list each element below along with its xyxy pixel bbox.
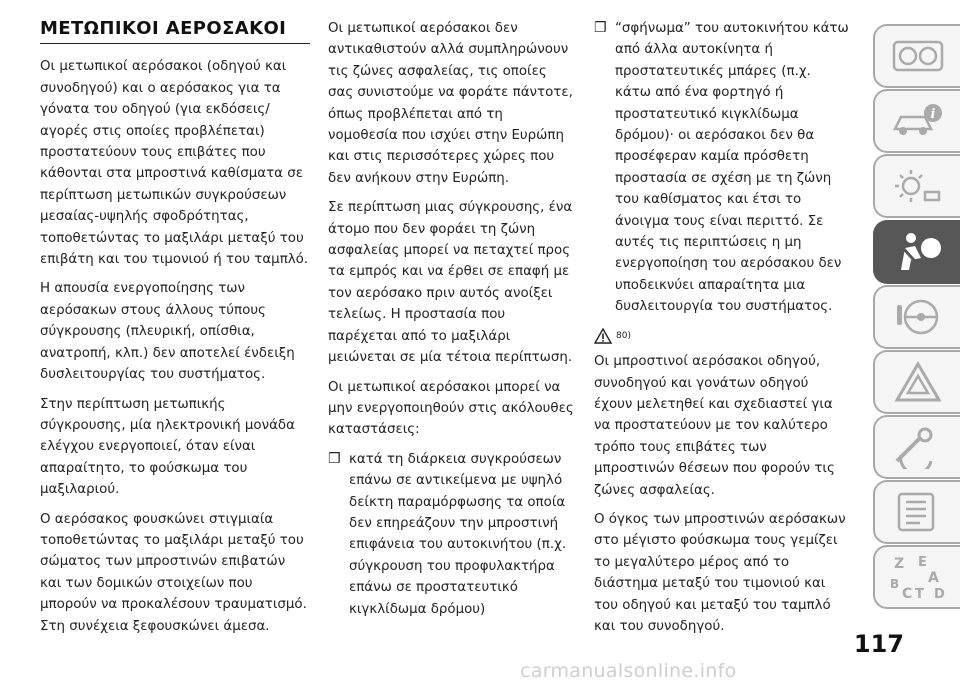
paragraph: Οι μετωπικοί αερόσακοι δεν αντικαθιστούν αλλά συμπληρώνουν τις ζώνες ασφαλείας, τις οποίες σας συνιστούμε να φοράτε πάντοτε, όπως προβλέπεται από τη νομοθεσία που ισχύει στην Ευρώπη και στις περισσότερες χώρες που δεν ανήκουν στην Ευρώπη. (328, 21, 573, 186)
dashboard-icon (891, 38, 945, 74)
tab-maintenance[interactable] (873, 415, 960, 479)
paragraph: Η απουσία ενεργοποίησης των αερόσακων στους άλλους τύπους σύγκρουσης (πλευρική, οπίσθια, ανατροπή, κλπ.) δεν αποτελεί ένδειξη δυσλειτουργίας του συστήματος. (40, 281, 295, 383)
section-title: ΜΕΤΩΠΙΚΟΙ ΑΕΡΟΣΑΚΟΙ (40, 18, 310, 44)
paragraph: Σε περίπτωση μιας σύγκρουσης, ένα άτομο που δεν φοράει τη ζώνη ασφαλείας μπορεί να πεταχτεί προς τα εμπρός και να έρθει σε επαφή με τον αερόσακο πριν αυτός ανοίξει τελείως. Η προστασία που παρέχεται από το μαξιλάρι μειώνεται σε μία τέτοια περίπτωση. (328, 200, 573, 366)
tab-car-info[interactable] (873, 89, 960, 153)
index-letter: T (914, 587, 924, 602)
column-2 (328, 18, 576, 628)
lights-icon (891, 166, 945, 206)
tab-emergency[interactable] (873, 350, 960, 414)
tab-safety[interactable] (873, 220, 960, 284)
emergency-icon (891, 360, 945, 404)
tab-index[interactable] (873, 545, 960, 609)
warning-triangle-icon (594, 328, 612, 344)
tab-starting-driving[interactable] (873, 285, 960, 349)
index-letter: B (889, 577, 899, 591)
paragraph: Οι μετωπικοί αερόσακοι μπορεί να μην ενεργοποιηθούν στις ακόλουθες καταστάσεις: (328, 379, 574, 438)
tab-technical-data[interactable] (873, 480, 960, 544)
chapter-tabs (867, 24, 960, 608)
index-letter: Z (893, 556, 904, 572)
paragraph: Στην περίπτωση μετωπικής σύγκρουσης, μία ηλεκτρονική μονάδα ελέγχου ενεργοποιεί, όταν είναι απαραίτητο, το φούσκωμα του μαξιλαριού. (40, 396, 295, 498)
index-icon (888, 552, 948, 602)
technical-data-icon (891, 490, 945, 534)
checkbox-bullet-icon: ❒ (328, 450, 341, 467)
list-item-text: “σφήνωμα” του αυτοκινήτου κάτω από άλλα αυτοκίνητα ή προστατευτικές μπάρες (π.χ. κάτω από ένα φορτηγό ή προστατευτικό κιγκλίδωμα δρόμου)· οι αερόσακοι δεν θα προσέφεραν καμία πρόσθετη προστασία σε σχέση με τη ζώνη του καθίσματος και έτσι το άνοιγμα τους είναι περιττό. Σε αυτές τις περιπτώσεις η μη ενεργοποίηση του αερόσακου δεν υποδεικνύει απαραίτητα μια δυσλειτουργία του συστήματος. (615, 21, 849, 315)
list-item-text: κατά τη διάρκεια συγκρούσεων επάνω σε αντικείμενα με υψηλό δείκτη παραμόρφωσης τα οποία δεν επηρεάζουν την μπροστινή επιφάνεια του αυτοκινήτου (π.χ. σύγκρουση του προφυλακτήρα επάνω σε προστατευτικό κιγκλίδωμα δρόμου) (349, 451, 567, 617)
column-1 (40, 18, 310, 645)
car-info-icon (891, 101, 945, 141)
index-letter: C (901, 586, 912, 602)
warning-reference (594, 326, 850, 347)
index-letter: A (927, 570, 939, 586)
watermark: carmanualsonline.info (520, 660, 737, 682)
list-item (594, 18, 850, 318)
paragraph: Οι μπροστινοί αερόσακοι οδηγού, συνοδηγού και γονάτων οδηγού έχουν μελετηθεί και σχεδιαστεί για να προστατεύουν με τον καλύτερο τρόπο τους επιβάτες των μπροστινών θέσεων που φορούν τις ζώνες ασφαλείας. (594, 354, 835, 498)
tab-lights[interactable] (873, 154, 960, 218)
maintenance-icon (891, 425, 945, 469)
tab-dashboard[interactable] (873, 24, 960, 88)
airbag-icon (891, 230, 945, 274)
list-item (328, 449, 576, 620)
checkbox-bullet-icon: ❒ (594, 20, 607, 36)
paragraph: Οι μετωπικοί αερόσακοι (οδηγού και συνοδηγού) και ο αερόσακος για τα γόνατα του οδηγού (για εκδόσεις/αγορές στις οποίες προβλέπεται) προστατεύουν τους επιβάτες που κάθονται στα μπροστινά καθίσματα σε περίπτωση μετωπικών συγκρούσεων μεσαίας-υψηλής σφοδρότητας, τοποθετώντας το μαξιλάρι μεταξύ του επιβάτη και του τιμονιού ή του ταμπλό. (40, 59, 309, 268)
svg-text:i: i (930, 107, 935, 122)
page-number: 117 (853, 630, 904, 658)
index-letter: E (917, 555, 927, 570)
paragraph: Ο όγκος των μπροστινών αερόσακων στο μέγιστο φούσκωμα τους γεμίζει το μεγαλύτερο μέρος από το διάστημα μεταξύ του τιμονιού και του οδηγού και μεταξύ του ταμπλό και του συνοδηγού. (594, 511, 846, 634)
paragraph: Ο αερόσακος φουσκώνει στιγμιαία τοποθετώντας το μαξιλάρι μεταξύ του σώματος των μπροστινών επιβατών και των δομικών στοιχείων που μπορούν να προκαλέσουν τραυματισμό. Στη συνέχεια ξεφουσκώνει άμεσα. (40, 511, 307, 634)
warning-ref-number: 80) (616, 330, 631, 341)
starting-driving-icon (891, 295, 945, 339)
index-letter: D (933, 587, 945, 602)
column-3 (594, 18, 850, 645)
